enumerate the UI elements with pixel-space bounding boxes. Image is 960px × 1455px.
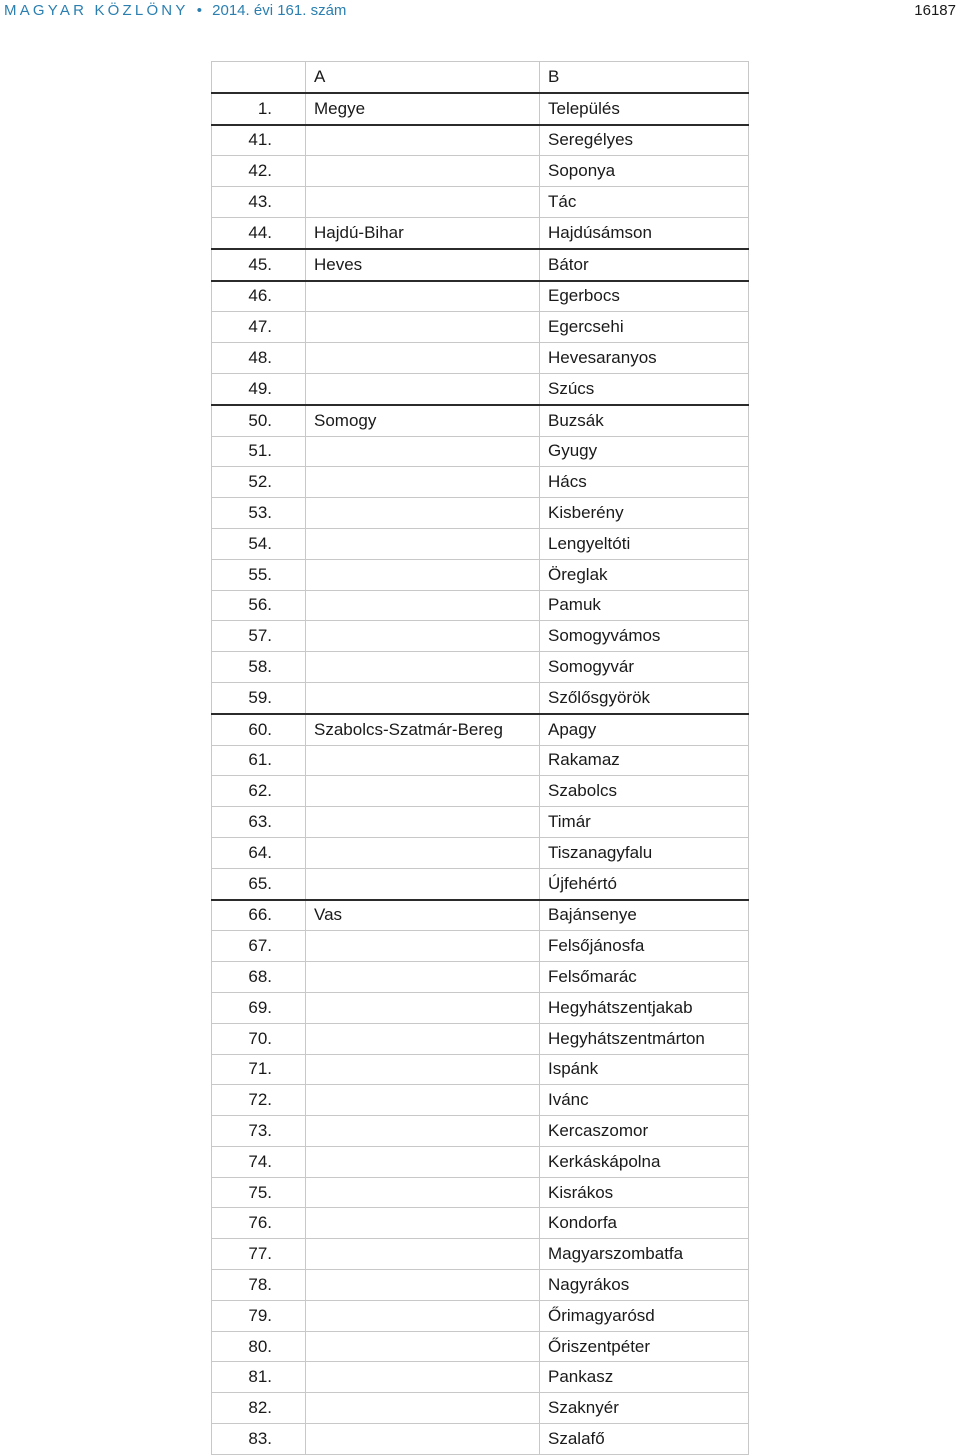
row-number: 70. [212, 1023, 306, 1054]
row-number: 61. [212, 745, 306, 776]
county-cell: Szabolcs-Szatmár-Bereg [306, 714, 540, 745]
settlement-cell: Tiszanagyfalu [540, 837, 749, 868]
county-cell [306, 312, 540, 343]
settlement-cell: Újfehértó [540, 868, 749, 899]
table-row [212, 217, 749, 248]
county-cell [306, 125, 540, 156]
county-cell [306, 992, 540, 1023]
county-cell [306, 590, 540, 621]
county-cell [306, 1239, 540, 1270]
settlement-cell: Szőlősgyörök [540, 682, 749, 713]
row-number: 71. [212, 1054, 306, 1085]
county-cell [306, 1146, 540, 1177]
table-row [212, 837, 749, 868]
issue-label: 2014. évi 161. szám [212, 2, 347, 19]
table-row [212, 621, 749, 652]
journal-title: MAGYAR KÖZLÖNY [4, 2, 189, 19]
table-row [212, 1146, 749, 1177]
table-row [212, 125, 749, 156]
row-number: 67. [212, 931, 306, 962]
table-row [212, 1054, 749, 1085]
settlement-cell: Felsőjánosfa [540, 931, 749, 962]
table-header-row [212, 93, 749, 125]
row-number: 46. [212, 281, 306, 312]
settlement-cell: Pankasz [540, 1362, 749, 1393]
county-cell [306, 559, 540, 590]
row-number: 73. [212, 1116, 306, 1147]
column-label-a: A [306, 62, 540, 93]
table-row [212, 1116, 749, 1147]
county-cell: Vas [306, 900, 540, 931]
county-cell [306, 343, 540, 374]
county-cell: Hajdú-Bihar [306, 217, 540, 248]
table-row [212, 1270, 749, 1301]
table-row [212, 900, 749, 931]
settlement-cell: Somogyvámos [540, 621, 749, 652]
settlement-cell: Szalafő [540, 1424, 749, 1455]
row-number: 65. [212, 868, 306, 899]
table-row [212, 745, 749, 776]
row-number: 49. [212, 373, 306, 404]
table-row [212, 682, 749, 713]
settlement-cell: Őrimagyarósd [540, 1300, 749, 1331]
table-row [212, 1023, 749, 1054]
settlement-cell: Ivánc [540, 1085, 749, 1116]
table-row [212, 467, 749, 498]
settlement-cell: Szúcs [540, 373, 749, 404]
settlement-cell: Település [540, 93, 749, 125]
county-cell [306, 1300, 540, 1331]
county-cell [306, 1331, 540, 1362]
row-number: 76. [212, 1208, 306, 1239]
county-cell [306, 1023, 540, 1054]
county-cell [306, 528, 540, 559]
county-cell [306, 931, 540, 962]
row-number: 48. [212, 343, 306, 374]
row-number: 42. [212, 156, 306, 187]
table-row [212, 1362, 749, 1393]
row-number: 81. [212, 1362, 306, 1393]
county-cell [306, 467, 540, 498]
row-number: 55. [212, 559, 306, 590]
row-number: 72. [212, 1085, 306, 1116]
table-row [212, 436, 749, 467]
county-cell [306, 1362, 540, 1393]
table-row [212, 868, 749, 899]
row-number: 68. [212, 962, 306, 993]
settlement-cell: Magyarszombatfa [540, 1239, 749, 1270]
table-row [212, 931, 749, 962]
settlement-cell: Kondorfa [540, 1208, 749, 1239]
row-number: 54. [212, 528, 306, 559]
table-row [212, 714, 749, 745]
county-cell [306, 682, 540, 713]
county-cell [306, 1054, 540, 1085]
row-number: 50. [212, 405, 306, 436]
column-label-b: B [540, 62, 749, 93]
settlement-cell: Hegyhátszentmárton [540, 1023, 749, 1054]
settlement-cell: Hevesaranyos [540, 343, 749, 374]
settlement-cell: Bátor [540, 249, 749, 281]
county-cell [306, 281, 540, 312]
header-bullet: • [196, 2, 202, 19]
row-number: 75. [212, 1177, 306, 1208]
settlement-cell: Őriszentpéter [540, 1331, 749, 1362]
settlement-cell: Lengyeltóti [540, 528, 749, 559]
settlement-cell: Egerbocs [540, 281, 749, 312]
settlement-cell: Seregélyes [540, 125, 749, 156]
county-cell [306, 837, 540, 868]
settlement-cell: Somogyvár [540, 652, 749, 683]
county-cell: Megye [306, 93, 540, 125]
row-number: 59. [212, 682, 306, 713]
row-number: 44. [212, 217, 306, 248]
settlement-cell: Egercsehi [540, 312, 749, 343]
table-row [212, 559, 749, 590]
table-row [212, 590, 749, 621]
settlement-cell: Pamuk [540, 590, 749, 621]
row-number: 63. [212, 807, 306, 838]
row-number: 69. [212, 992, 306, 1023]
settlement-cell: Apagy [540, 714, 749, 745]
table-row [212, 992, 749, 1023]
page-header [4, 0, 956, 24]
table-row [212, 187, 749, 218]
table-row [212, 249, 749, 281]
table-row [212, 528, 749, 559]
row-number: 78. [212, 1270, 306, 1301]
settlements-table [211, 61, 749, 1455]
page-number: 16187 [914, 2, 956, 19]
row-number: 77. [212, 1239, 306, 1270]
county-cell [306, 436, 540, 467]
table-row [212, 1239, 749, 1270]
table-row [212, 1331, 749, 1362]
row-number: 74. [212, 1146, 306, 1177]
row-number: 80. [212, 1331, 306, 1362]
row-number: 62. [212, 776, 306, 807]
row-number: 52. [212, 467, 306, 498]
settlement-cell: Tác [540, 187, 749, 218]
row-number: 66. [212, 900, 306, 931]
settlement-cell: Gyugy [540, 436, 749, 467]
table-row [212, 343, 749, 374]
settlement-cell: Ispánk [540, 1054, 749, 1085]
settlement-cell: Kerkáskápolna [540, 1146, 749, 1177]
table-row [212, 281, 749, 312]
settlement-cell: Rakamaz [540, 745, 749, 776]
table-row [212, 156, 749, 187]
county-cell [306, 1177, 540, 1208]
county-cell [306, 776, 540, 807]
county-cell [306, 498, 540, 529]
settlement-cell: Kisrákos [540, 1177, 749, 1208]
row-number: 64. [212, 837, 306, 868]
table-row [212, 807, 749, 838]
table-row [212, 652, 749, 683]
settlement-cell: Timár [540, 807, 749, 838]
table-row [212, 373, 749, 404]
county-cell [306, 1208, 540, 1239]
settlement-cell: Soponya [540, 156, 749, 187]
county-cell: Somogy [306, 405, 540, 436]
county-cell [306, 156, 540, 187]
settlement-cell: Bajánsenye [540, 900, 749, 931]
row-number: 57. [212, 621, 306, 652]
table-row [212, 1208, 749, 1239]
row-number: 83. [212, 1424, 306, 1455]
county-cell [306, 807, 540, 838]
county-cell [306, 1116, 540, 1147]
table-row [212, 1177, 749, 1208]
settlement-cell: Hajdúsámson [540, 217, 749, 248]
row-number: 79. [212, 1300, 306, 1331]
row-number: 53. [212, 498, 306, 529]
row-number: 45. [212, 249, 306, 281]
row-number: 41. [212, 125, 306, 156]
table-row [212, 405, 749, 436]
table-row [212, 962, 749, 993]
county-cell [306, 187, 540, 218]
settlement-cell: Szabolcs [540, 776, 749, 807]
column-label-row [212, 62, 749, 93]
row-number: 1. [212, 93, 306, 125]
row-number: 58. [212, 652, 306, 683]
county-cell [306, 1085, 540, 1116]
table-row [212, 498, 749, 529]
settlement-cell: Buzsák [540, 405, 749, 436]
table-row [212, 1393, 749, 1424]
corner-cell [212, 62, 306, 93]
table-row [212, 1300, 749, 1331]
row-number: 60. [212, 714, 306, 745]
settlement-cell: Szaknyér [540, 1393, 749, 1424]
county-cell [306, 745, 540, 776]
settlement-cell: Kercaszomor [540, 1116, 749, 1147]
county-cell [306, 621, 540, 652]
row-number: 51. [212, 436, 306, 467]
row-number: 82. [212, 1393, 306, 1424]
row-number: 56. [212, 590, 306, 621]
county-cell [306, 1393, 540, 1424]
county-cell [306, 868, 540, 899]
county-cell [306, 1270, 540, 1301]
journal-header [4, 0, 346, 22]
row-number: 43. [212, 187, 306, 218]
table-row [212, 1085, 749, 1116]
settlement-cell: Kisberény [540, 498, 749, 529]
county-cell [306, 1424, 540, 1455]
settlement-cell: Hegyhátszentjakab [540, 992, 749, 1023]
table-row [212, 312, 749, 343]
county-cell [306, 652, 540, 683]
settlement-cell: Nagyrákos [540, 1270, 749, 1301]
table-row [212, 776, 749, 807]
row-number: 47. [212, 312, 306, 343]
settlement-cell: Felsőmarác [540, 962, 749, 993]
county-cell [306, 373, 540, 404]
county-cell [306, 962, 540, 993]
county-cell: Heves [306, 249, 540, 281]
settlement-cell: Hács [540, 467, 749, 498]
settlement-cell: Öreglak [540, 559, 749, 590]
table-row [212, 1424, 749, 1455]
